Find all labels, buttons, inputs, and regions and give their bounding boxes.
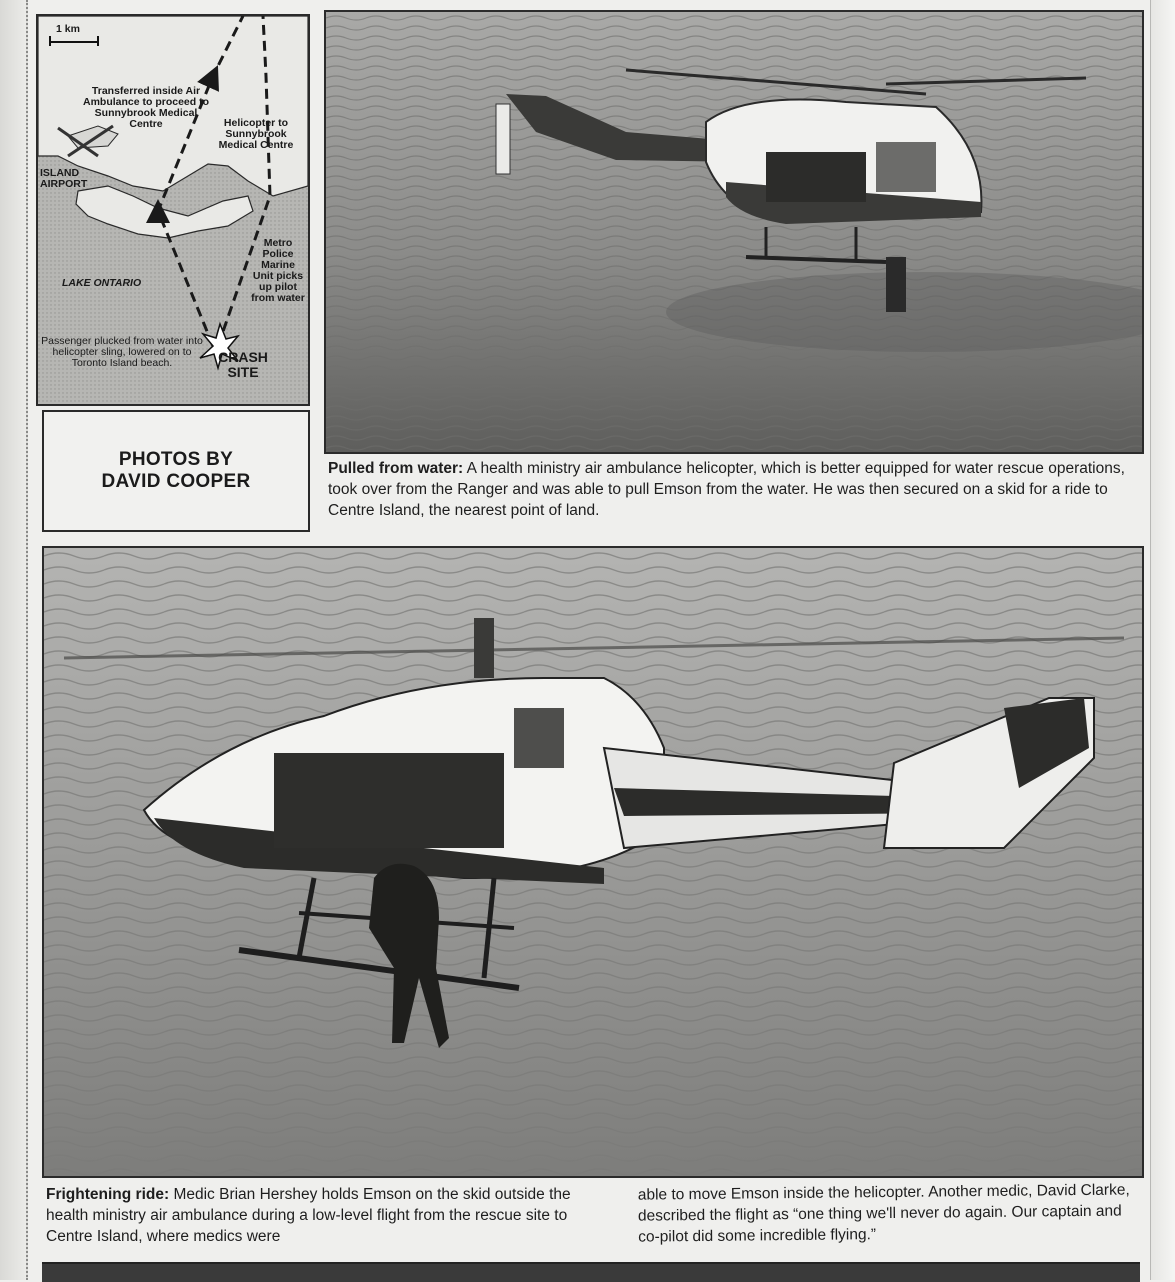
caption-frightening-ride-right: able to move Emson inside the helicopter. Another medic, David Clarke, described the flight as “one thing we'll never do again. Our captain and co-pilot did some incredible flying.” xyxy=(637,1181,1130,1246)
map-label-helicopter-to: Helicopter to Sunnybrook Medical Centre xyxy=(218,117,294,151)
caption-bottom-left-body: Medic Brian Hershey holds Emson on the skid outside the health ministry air ambulance during a low-level flight from the rescue site to Centre Island, where medics were xyxy=(46,1186,571,1245)
map-label-island-airport: ISLAND AIRPORT xyxy=(40,167,88,190)
caption-pulled-from-water xyxy=(328,458,1138,521)
photo-bottom-skid-ride xyxy=(42,546,1144,1178)
map-scale-label: 1 km xyxy=(56,23,80,35)
page-fold xyxy=(1150,0,1175,1280)
map-label-lake: LAKE ONTARIO xyxy=(62,277,142,289)
map-label-passenger: Passenger plucked from water into helicopter sling, lowered on to Toronto Island beach. xyxy=(41,335,203,369)
map-label-metro-police: Metro Police Marine Unit picks up pilot from water xyxy=(251,237,305,304)
photo-credit-box xyxy=(42,410,310,532)
map-label-crash-site: CRASH SITE xyxy=(218,349,268,380)
photo-credit-line1: PHOTOS BY xyxy=(118,449,234,470)
caption-top-lead: Pulled from water: xyxy=(328,460,464,477)
caption-frightening-ride-left xyxy=(46,1184,576,1247)
caption-bottom-lead: Frightening ride: xyxy=(46,1186,170,1203)
next-photo-edge xyxy=(42,1262,1140,1282)
caption-top-body: A health ministry air ambulance helicopter, which is better equipped for water rescue operations, took over from the Ranger and was able to pull Emson from the water. He was then secured on a skid for a ride to Centre Island, the nearest point of land. xyxy=(328,460,1125,519)
rescue-route-map xyxy=(36,14,310,406)
photo-top-hovering-helicopter xyxy=(324,10,1144,454)
map-label-transferred: Transferred inside Air Ambulance to proceed to Sunnybrook Medical Centre xyxy=(82,85,209,130)
photo-credit xyxy=(102,449,251,493)
top-rescued-person xyxy=(886,257,906,312)
bottom-helicopter-door xyxy=(274,753,504,848)
top-helicopter-fin xyxy=(496,104,510,174)
page-edge xyxy=(0,0,28,1280)
photo-credit-line2: DAVID COOPER xyxy=(101,471,251,492)
